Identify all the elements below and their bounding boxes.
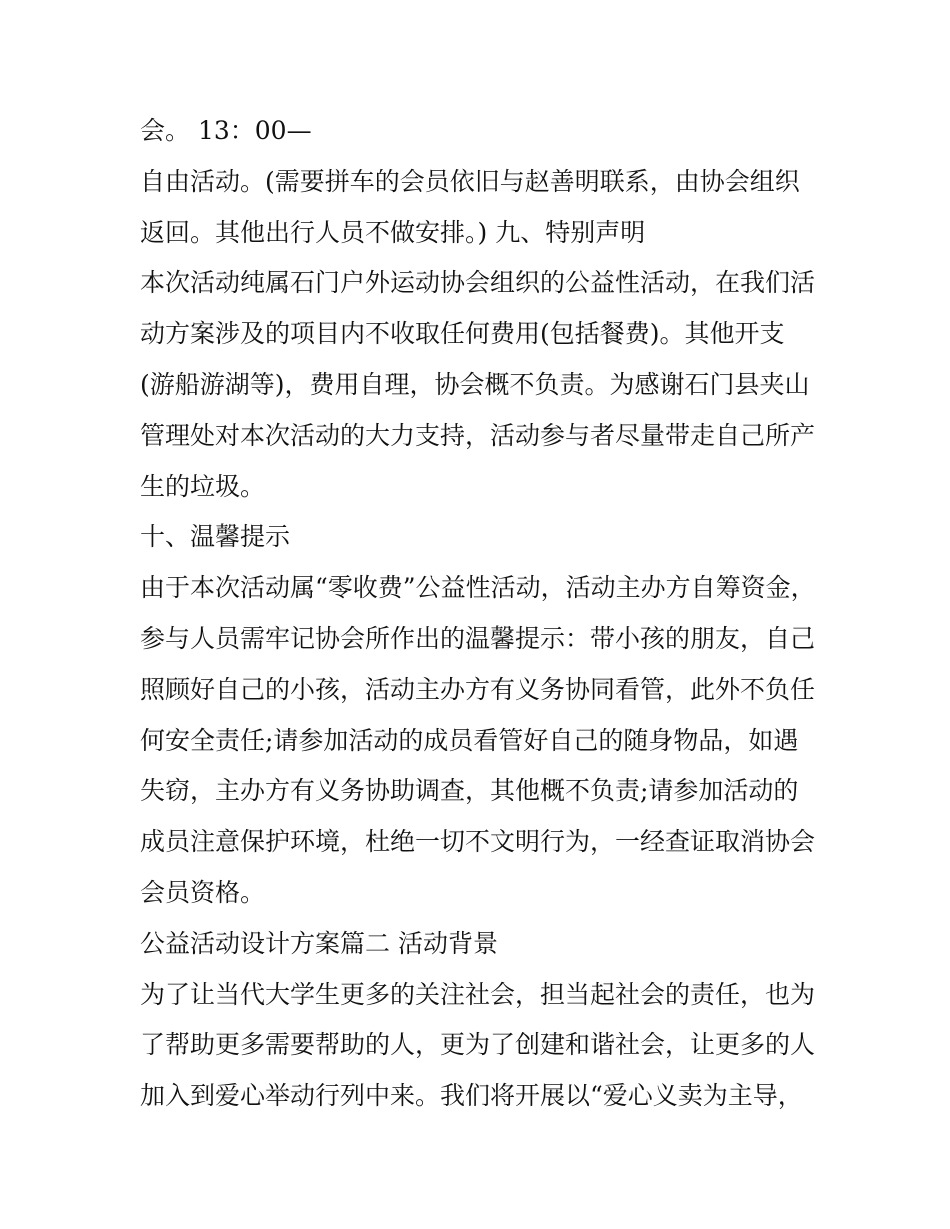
text-line: 加入到爱心举动行列中来。我们将开展以“爱心义卖为主导， [140,1081,803,1111]
text-line: 会。 13：00— [140,116,312,145]
text-line: 管理处对本次活动的大力支持，活动参与者尽量带走自己所产 [140,420,816,450]
text-line: 了帮助更多需要帮助的人，更为了创建和谐社会，让更多的人 [140,1030,816,1060]
text-line: 何安全责任;请参加活动的成员看管好自己的随身物品，如遇 [140,725,799,755]
text-line: 动方案涉及的项目内不收取任何费用(包括餐费)。其他开支 [140,319,785,349]
section-heading: 公益活动设计方案篇二 活动背景 [140,928,498,958]
document-body [140,106,820,1122]
text-line: 参与人员需牢记协会所作出的温馨提示：带小孩的朋友，自己 [140,623,816,653]
text-line: 由于本次活动属“零收费”公益性活动，活动主办方自筹资金， [140,573,816,603]
text-line: 生的垃圾。 [140,471,266,501]
text-line: 返回。其他出行人员不做安排。) 九、特别声明 [140,217,646,247]
text-line: 为了让当代大学生更多的关注社会，担当起社会的责任，也为 [140,979,816,1009]
text-line: (游船游湖等)，费用自理，协会概不负责。为感谢石门县夹山 [140,369,810,399]
text-line: 失窃，主办方有义务协助调查，其他概不负责;请参加活动的 [140,776,799,806]
text-line: 照顾好自己的小孩，活动主办方有义务协同看管，此外不负任 [140,674,816,704]
text-line: 成员注意保护环境，杜绝一切不文明行为，一经查证取消协会 [140,827,816,857]
section-heading: 十、温馨提示 [140,522,291,552]
text-line: 自由活动。(需要拼车的会员依旧与赵善明联系，由协会组织 [140,166,800,196]
text-line: 本次活动纯属石门户外运动协会组织的公益性活动，在我们活 [140,268,816,298]
text-line: 会员资格。 [140,877,266,907]
